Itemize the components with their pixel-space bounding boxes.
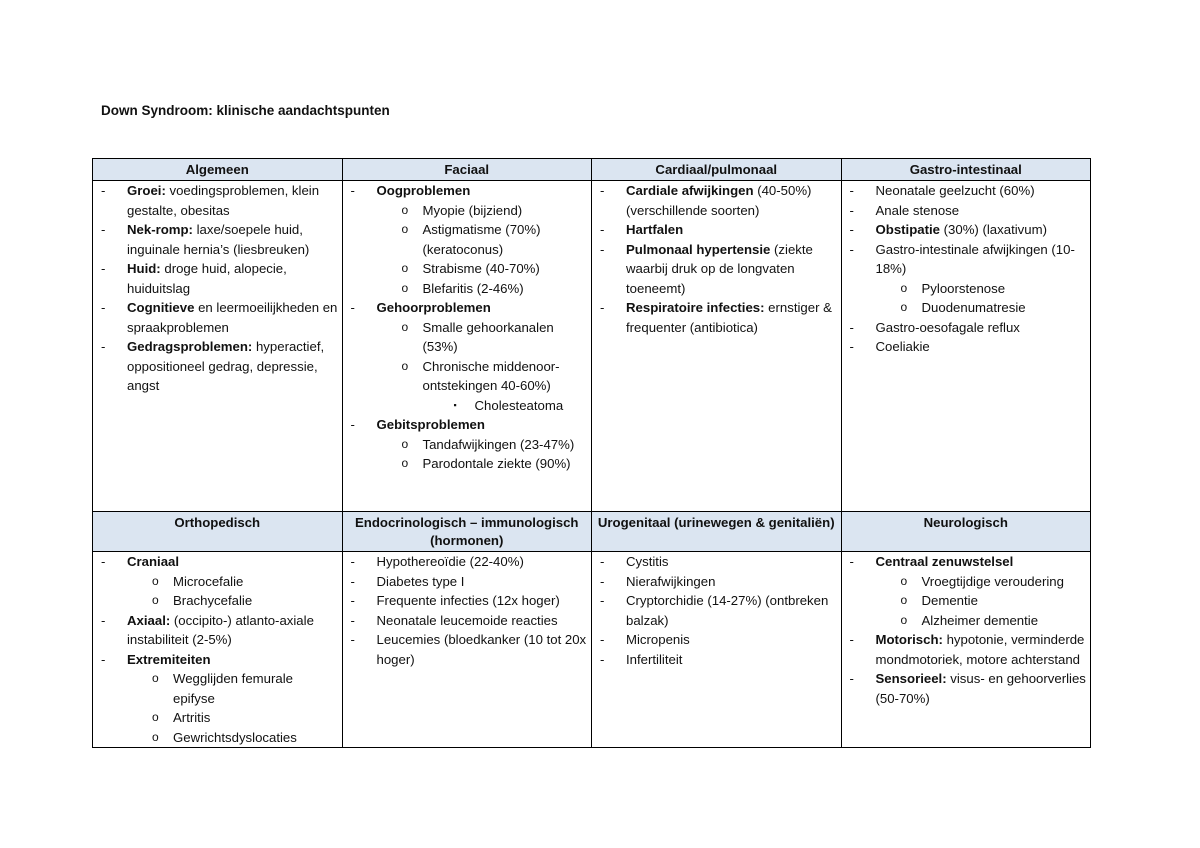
list-item: - Frequente infecties (12x hoger) — [350, 593, 560, 608]
list-item: - Centraal zenuwstelsel — [849, 554, 1014, 569]
list-subitem: o Pyloorstenose — [900, 280, 1006, 296]
list-subitem: o Microcefalie — [152, 573, 244, 589]
list-subitem: o Astigmatisme (70%) (keratoconus) — [401, 222, 541, 257]
cell-orthopedisch — [93, 552, 343, 748]
list-item: - Gastro-oesofagale reflux — [849, 319, 1020, 335]
header-urogenitaal: Urogenitaal (urinewegen & genitaliën) — [592, 512, 842, 552]
body-row-1 — [93, 181, 1091, 512]
list-item: - Respiratoire infecties: ernstiger & frequenter (antibiotica) — [600, 300, 832, 335]
header-cardiaal: Cardiaal/pulmonaal — [592, 159, 842, 181]
list-subitem: o Dementie — [900, 593, 978, 608]
list-item: - Neonatale leucemoide reacties — [350, 612, 558, 628]
list-item: - Infertiliteit — [600, 651, 683, 667]
list-item: - Motorisch: hypotonie, verminderde mondmotoriek, motore achterstand — [849, 632, 1085, 667]
list-subitem: o Brachycefalie — [152, 593, 253, 608]
list-item: - Hartfalen — [600, 222, 684, 237]
list-subitem: o Gewrichtsdyslocaties — [152, 729, 297, 745]
list-item: - Hypothereoïdie (22-40%) — [350, 554, 524, 569]
list-item: - Diabetes type I — [350, 573, 465, 589]
list-item: - Cystitis — [600, 554, 669, 569]
list-subitem: o Alzheimer dementie — [900, 612, 1039, 628]
list-item: - Huid: droge huid, alopecie, huiduitslag — [101, 261, 287, 296]
cell-urogenitaal — [592, 552, 842, 748]
cell-endocrinologisch — [342, 552, 592, 748]
list-item: - Oogproblemen — [350, 183, 471, 198]
list-item: - Craniaal — [101, 554, 180, 569]
list-subitem: o Blefaritis (2-46%) — [401, 280, 524, 296]
cell-gastro — [841, 181, 1091, 512]
header-faciaal: Faciaal — [342, 159, 592, 181]
cell-neurologisch — [841, 552, 1091, 748]
clinical-table — [92, 158, 1091, 748]
list-item: - Cryptorchidie (14-27%) (ontbreken balzak) — [600, 593, 829, 628]
header-orthopedisch: Orthopedisch — [93, 512, 343, 552]
list-item: - Nierafwijkingen — [600, 573, 716, 589]
list-subitem: o Vroegtijdige veroudering — [900, 573, 1064, 589]
list-item: - Axiaal: (occipito-) atlanto-axiale instabiliteit (2-5%) — [101, 612, 314, 647]
list-item: - Obstipatie (30%) (laxativum) — [849, 222, 1047, 237]
list-subitem: o Chronische middenoor-ontstekingen 40-60%) — [401, 358, 560, 393]
header-gastro: Gastro-intestinaal — [841, 159, 1091, 181]
list-item: - Pulmonaal hypertensie (ziekte waarbij druk op de longvaten toeneemt) — [600, 241, 813, 296]
list-subitem: o Wegglijden femurale epifyse — [152, 671, 293, 706]
list-item: - Micropenis — [600, 632, 690, 647]
list-item: - Neonatale geelzucht (60%) — [849, 183, 1035, 198]
list-subsubitem: ▪ Cholesteatoma — [453, 397, 564, 413]
list-subitem: o Myopie (bijziend) — [401, 202, 523, 218]
header-row-2 — [93, 512, 1091, 552]
list-item: - Sensorieel: visus- en gehoorverlies (50-70%) — [849, 671, 1086, 706]
header-neurologisch: Neurologisch — [841, 512, 1091, 552]
list-item: - Coeliakie — [849, 339, 930, 354]
list-item: - Gebitsproblemen — [350, 417, 485, 432]
list-item: - Cardiale afwijkingen (40-50%) (verschillende soorten) — [600, 183, 812, 218]
header-endocrinologisch: Endocrinologisch – immunologisch (hormonen) — [342, 512, 592, 552]
list-subitem: o Strabisme (40-70%) — [401, 261, 540, 276]
list-item: - Extremiteiten — [101, 651, 211, 667]
list-subitem: o Parodontale ziekte (90%) — [401, 456, 571, 471]
list-item: - Anale stenose — [849, 202, 960, 218]
cell-faciaal — [342, 181, 592, 512]
list-item: - Cognitieve en leermoeilijkheden en spraakproblemen — [101, 300, 338, 335]
list-item: - Gastro-intestinale afwijkingen (10-18%) — [849, 241, 1075, 276]
document-title: Down Syndroom: klinische aandachtspunten — [101, 103, 390, 118]
cell-algemeen — [93, 181, 343, 512]
header-algemeen: Algemeen — [93, 159, 343, 181]
list-item: - Leucemies (bloedkanker (10 tot 20x hoger) — [350, 632, 587, 667]
list-subitem: o Artritis — [152, 710, 211, 725]
header-row-1 — [93, 159, 1091, 181]
list-item: - Nek-romp: laxe/soepele huid, inguinale hernia’s (liesbreuken) — [101, 222, 310, 257]
body-row-2 — [93, 552, 1091, 748]
list-subitem: o Tandafwijkingen (23-47%) — [401, 436, 575, 452]
list-item: - Gedragsproblemen: hyperactief, oppositioneel gedrag, depressie, angst — [101, 339, 325, 393]
list-subitem: o Duodenumatresie — [900, 300, 1026, 315]
list-subitem: o Smalle gehoorkanalen (53%) — [401, 319, 554, 354]
cell-cardiaal — [592, 181, 842, 512]
list-item: - Gehoorproblemen — [350, 300, 491, 315]
list-item: - Groei: voedingsproblemen, klein gestalte, obesitas — [101, 183, 320, 218]
